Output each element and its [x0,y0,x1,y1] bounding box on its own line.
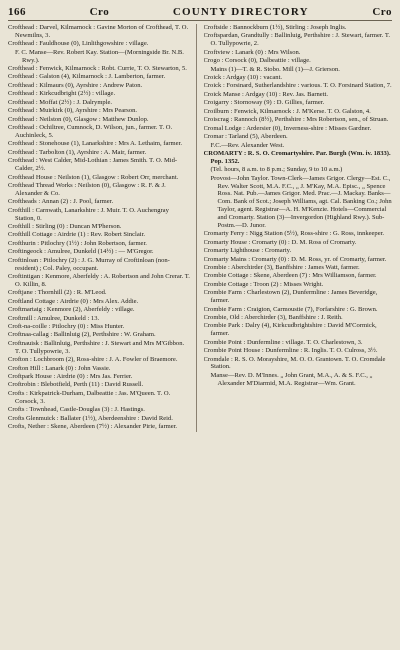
right-column [204,24,393,432]
page-title: COUNTY DIRECTORY [172,6,309,18]
directory-entry: Crofton : Lochbroom (2), Ross-shire : J. A. Fowler of Braemore. [8,356,178,364]
directory-entry: Crombie, Old : Aberchirder (3), Banffshire : J. Reith. [203,313,343,321]
directory-entry: Mains (1)—T. & R. Stobo. Mill (1)—J. Grierson. [210,65,340,73]
directory-entry: Cromarty Mains : Cromarty (0) : D. M. Ross, yr. of Cromarty, farmer. [203,255,387,263]
directory-entry: Cromar : Tarland (5), Aberdeen. [203,133,288,141]
directory-entry: Provost—John Taylor. Town-Clerk—James Grigor. Clergy—Est. C., Rev. Walter Scott, M.A. F.C., „ J. M'Kay, M.A. Episc., „ Spence Ross. Nat. Pub.—James Grigor. Med. Prac.—J. Mackay. Banks—Com. Bank of Scot.; Joseph Williams, agt. Cal. Banking Co.; John Taylor, agent. Registrar—A. H. M'Kenzie. Hotels—Commercial and Cromarty. Station (3)—Invergordon (Highland Rwy.). Sub-Postm.—D. Junor. [210,174,392,229]
directory-entry: Croftrobin : Blebotfield, Perth (11) : David Russell. [8,381,144,389]
directory-entry: Cromarty House : Cromarty (0) : D. M. Ross of Cromarty. [203,238,357,246]
directory-entry: Croick : Ardgay (10) : vacant. [203,74,283,82]
directory-entry: Cromal Lodge : Ardersier (0), Inverness-shire : Misses Gardner. [203,124,372,132]
directory-entry: Croftintigan : Kenmore, Aberfeldy : A. Robertson and John Crerar. T. O. Killin, 8. [8,272,190,288]
directory-entry: Croftmill : Amulree, Dunkeld : 13. [8,314,100,322]
directory-entry: Crombie Point House : Dunfermline : R. Inglis. T. O. Culross, 3½. [203,347,378,355]
directory-entry: Crofthead : Kirkcudbright (2½) : village. [8,90,116,98]
directory-entry: Croilburn : Fenwick, Kilmarnock : J. M'Kerse. T. O. Galston, 4. [203,107,371,115]
directory-entry: Crombie Cottage : Skene, Aberdeen (7) : Mrs Williamson, farmer. [203,272,377,280]
directory-entry: Croftheads : Annan (2) : J. Pool, farmer. [8,198,114,206]
directory-entry: Crombie Farm : Charlestown (2), Dunfermline : James Beveridge, farmer. [203,289,378,305]
directory-entry: Cromdale : R. S. O. Morayshire, M. O. O. Grantown. T. O. Cromdale Station. [203,355,386,371]
page-number: 166 [8,6,26,18]
directory-entry: Croftinloan : Pitlochry (2) : J. G. Murray of Croftinloan (non-resident) ; Col. Paley, occupant. [8,256,170,272]
directory-entry: Crofthead : Fauldhouse (0), Linlithgowshire : village. [8,40,149,48]
directory-entry: Crofthill : Stirling (0) : Duncan M'Pherson. [8,222,122,230]
directory-entry: Crofthurin : Pitlochry (1½) : John Robertson, farmer. [8,239,147,247]
directory-entry: Crombie : Aberchirder (3), Banffshire : James Watt, farmer. [203,263,360,271]
directory-entry: Crofthead : Darvel, Kilmarnock : Gavine Morton of Crofthead, T. O. Newmilns, 3. [8,24,189,39]
directory-entry: Crombie Farm : Craigton, Carmoustie (7), Forfarshire : G. Brown. [203,305,378,313]
directory-entry: Crofts, Nether : Skene, Aberdeen (7½) : Alexander Pirie, farmer. [8,423,178,431]
directory-entry: Cromarty Ferry : Nigg Station (5½), Ross-shire : G. Ross, innkeeper. [203,230,385,238]
directory-entry: Croftspardan, Grandtully : Ballinluig, Perthshire : J. Stewart, farmer. T. O. Tullypowrie, 2. [203,32,390,48]
directory-entry: Crofthead : West Calder, Mid-Lothian : James Smith. T. O. Mid-Calder, 2½. [8,157,178,173]
directory-entry: Crofthill Cottage : Airdrie (1) : Rev. Robert Sinclair. [8,231,146,239]
directory-entry: Crombie Cottage : Troon (2) : Misses Wright. [203,280,324,288]
directory-entry: Crofts : Kirkpatrick-Durham, Dalbeattie : Jas. M'Queen. T. O. Corsock, 3. [8,389,171,405]
directory-entry: Crofthead : Tarbolton (1), Ayrshire : A. Mair, farmer. [8,148,147,156]
directory-entry: Crofthead : Kilmaurs (0), Ayrshire : Andrew Paton. [8,81,143,89]
left-catchword: Cro [89,6,110,18]
directory-entry: Crofthead : Ochiltree, Cumnock, D. Wilson, jun., farmer. T. O. Auchinleck, 5. [8,124,173,139]
directory-entry: Croftingeock : Amulree, Dunkeld (14½) : — M'Gregor. [8,248,154,256]
directory-entry: F.C.—Rev. Alexander West. [210,141,285,149]
directory-entry: Crofts : Townhead, Castle-Douglas (3) : J. Hastings. [8,406,145,414]
directory-entry: Crofthead Thread Works : Neilston (0), Glasgow : R. F. & J. Alexander & Co. [8,181,166,197]
directory-entry: Crofton Hill : Lanark (0) : John Vassie. [8,364,111,372]
directory-entry: Crofthead : Galston (4), Kilmarnock : J. Lamberton, farmer. [8,73,166,81]
directory-entry: Cromarty Lighthouse : Cromarty. [203,247,292,255]
running-head [8,6,392,21]
directory-entry: Croftjane : Thornhill (2) : R. M'Leod. [8,289,107,297]
directory-entry: Croftland Cottage : Airdrie (0) : Mrs Alex. Addie. [8,297,139,305]
directory-entry: Crofthead House : Neilston (1), Glasgow : Robert Orr, merchant. [8,173,179,181]
directory-entry: Croigarry : Stornoway (9) : D. Gillies, farmer. [203,99,325,107]
directory-entry: Croftnauisk : Ballinluig, Perthshire : J. Stewart and Mrs M'Gibbon. T. O. Tullypowrie, 3. [8,339,185,355]
left-column [8,24,197,432]
directory-entry: Croick Manse : Ardgay (10) : Rev. Jas. Barnett. [203,90,328,98]
directory-entry: Crofthead : Muirkirk (0), Ayrshire : Mrs Pearson. [8,107,138,115]
directory-entry: Croftpark House : Airdrie (0) : Mrs Jas. Ferrier. [8,373,133,381]
directory-entry: Crofthill : Carnwath, Lanarkshire : J. Muir. T. O. Auchengray Station, 0. [8,206,169,222]
directory-entry: Croftview : Lanark (0) : Mrs Wilson. [203,48,301,56]
right-catchword: Cro [372,6,392,18]
directory-entry: Croick : Forsinard, Sutherlandshire : various. T. O. Forsinard Station, 7. [203,82,392,90]
directory-entry: Crofthead : Fenwick, Kilmarnock : Robt. Currie, T. O. Stewarton, 5. [8,65,187,72]
directory-entry: Croft-na-coille : Pitlochry (0) : Miss Hunter. [8,323,125,330]
directory-entry: Manse—Rev. D. M'Innes. „ John Grant, M.A., A. & S. F.C., „ Alexander M'Diarmid, M.A. Registrar—Wm. Grant. [210,371,373,387]
directory-entry: F. C. Manse—Rev. Robert Kay. Station—(Morningside Br. N.B. Rwy.). [15,48,184,64]
directory-entry: (Tel. hours, 8 a.m. to 8 p.m.; Sunday, 9 to 10 a.m.) [210,166,343,174]
directory-entry: Crofts Glenmuick : Ballater (1½), Aberdeenshire : David Reid. [8,414,173,422]
directory-entry: Croftmartaig : Kenmore (2), Aberfeldy : village. [8,306,135,314]
directory-entry: Crofthead : Stonehouse (1), Lanarkshire : Mrs A. Lethaim, farmer. [8,140,182,148]
directory-entry: Crogo : Corsock (0), Dalbeattie : village. [203,57,311,65]
directory-entry: Crombie Point : Dunfermline : village. T. O. Charlestown, 3. [203,338,363,346]
directory-entry: Crombie Park : Dalry (4), Kirkcudbrightshire : David M'Cormick, farmer. [203,322,377,338]
directory-entry: Croftnaa-callag : Ballinluig (2), Perthshire : W. Graham. [8,331,156,339]
directory-entry: CROMARTY : R. S. O. Cromartyshire. Par. Burgh (Wm. iv. 1833). Pop. 1352. [203,149,391,165]
directory-entry: Crofthead : Neilston (0), Glasgow : Matthew Dunlop. [8,115,149,123]
directory-columns [8,24,392,432]
directory-entry: Crofthead : Moffat (2½) : J. Dalrymple. [8,98,113,106]
directory-entry: Croftside : Bannockburn (1½), Stirling : Joseph Inglis. [203,24,347,31]
directory-entry: Croiscrag : Rannoch (8½), Perthshire : Mrs Robertson, sen., of Struan. [203,116,389,124]
